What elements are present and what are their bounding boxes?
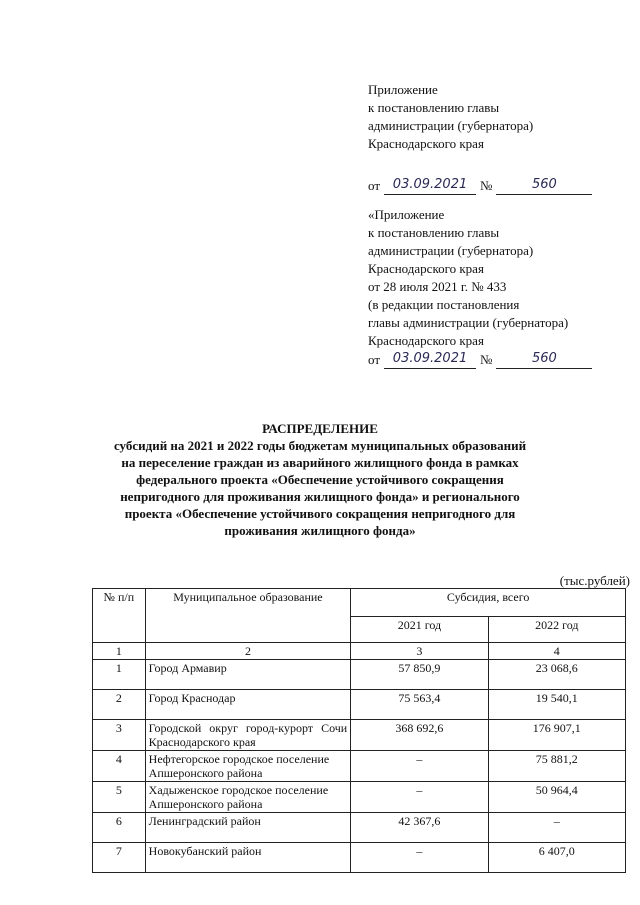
document-title bbox=[90, 420, 550, 539]
subsidy-2021: 42 367,6 bbox=[351, 813, 488, 843]
appendix-line: Приложение bbox=[368, 82, 438, 97]
table-row bbox=[93, 690, 626, 720]
subsidy-2022: 75 881,2 bbox=[488, 751, 625, 782]
subsidy-2021: 57 850,9 bbox=[351, 660, 488, 690]
header-2022: 2022 год bbox=[488, 617, 625, 643]
title-line: непригодного для проживания жилищного фонда» и регионального bbox=[120, 489, 520, 504]
subsidy-2022: 50 964,4 bbox=[488, 782, 625, 813]
units-label: (тыс.рублей) bbox=[559, 573, 630, 588]
subsidy-2021: 368 692,6 bbox=[351, 720, 488, 751]
appendix-date-line bbox=[368, 176, 592, 195]
quoted-line: главы администрации (губернатора) bbox=[368, 315, 569, 330]
handwritten-number: 560 bbox=[496, 350, 592, 369]
municipality-name: Ленинградский район bbox=[145, 813, 351, 843]
title-line: проекта «Обеспечение устойчивого сокращения непригодного для bbox=[124, 506, 516, 521]
appendix-line: администрации (губернатора) bbox=[368, 118, 534, 133]
quoted-line: Краснодарского края bbox=[368, 333, 484, 348]
quoted-line: к постановлению главы bbox=[368, 225, 500, 240]
from-label: от bbox=[368, 178, 381, 193]
row-number: 1 bbox=[93, 660, 146, 690]
row-number: 5 bbox=[93, 782, 146, 813]
column-number-row bbox=[93, 643, 626, 660]
row-number: 3 bbox=[93, 720, 146, 751]
row-number: 6 bbox=[93, 813, 146, 843]
column-number: 4 bbox=[488, 643, 625, 660]
municipality-name: Нефтегорское городское поселение Апшеронского района bbox=[145, 751, 351, 782]
subsidy-2022: 6 407,0 bbox=[488, 843, 625, 873]
header-number: № п/п bbox=[93, 589, 146, 643]
title-line: федерального проекта «Обеспечение устойчивого сокращения bbox=[136, 472, 504, 487]
title-line: проживания жилищного фонда» bbox=[224, 523, 416, 538]
column-number: 3 bbox=[351, 643, 488, 660]
header-municipality: Муниципальное образование bbox=[145, 589, 351, 643]
header-2021: 2021 год bbox=[351, 617, 488, 643]
table-row bbox=[93, 843, 626, 873]
table-row bbox=[93, 720, 626, 751]
quoted-line: администрации (губернатора) bbox=[368, 243, 534, 258]
subsidy-2021: – bbox=[351, 751, 488, 782]
quoted-line: (в редакции постановления bbox=[368, 297, 520, 312]
column-number: 1 bbox=[93, 643, 146, 660]
table-row bbox=[93, 751, 626, 782]
table-row bbox=[93, 660, 626, 690]
subsidy-2022: 19 540,1 bbox=[488, 690, 625, 720]
table-row bbox=[93, 782, 626, 813]
municipality-name: Хадыженское городское поселение Апшеронского района bbox=[145, 782, 351, 813]
subsidy-2021: 75 563,4 bbox=[351, 690, 488, 720]
quoted-line: от 28 июля 2021 г. № 433 bbox=[368, 279, 507, 294]
title-line: на переселение граждан из аварийного жилищного фонда в рамках bbox=[121, 455, 519, 470]
subsidy-table bbox=[92, 588, 626, 873]
number-label: № bbox=[480, 178, 493, 193]
title-line: субсидий на 2021 и 2022 годы бюджетам муниципальных образований bbox=[113, 438, 527, 453]
row-number: 2 bbox=[93, 690, 146, 720]
row-number: 7 bbox=[93, 843, 146, 873]
municipality-name: Город Краснодар bbox=[145, 690, 351, 720]
appendix-line: Краснодарского края bbox=[368, 136, 484, 151]
title-heading: РАСПРЕДЕЛЕНИЕ bbox=[262, 421, 378, 436]
quoted-line: «Приложение bbox=[368, 207, 445, 222]
handwritten-date: 03.09.2021 bbox=[384, 350, 476, 369]
subsidy-2021: – bbox=[351, 843, 488, 873]
municipality-name: Город Армавир bbox=[145, 660, 351, 690]
appendix-block bbox=[368, 81, 592, 195]
table-row bbox=[93, 813, 626, 843]
handwritten-date: 03.09.2021 bbox=[384, 176, 476, 195]
subsidy-2022: 23 068,6 bbox=[488, 660, 625, 690]
subsidy-2022: – bbox=[488, 813, 625, 843]
column-number: 2 bbox=[145, 643, 351, 660]
header-subsidy-total: Субсидия, всего bbox=[351, 589, 626, 617]
subsidy-2022: 176 907,1 bbox=[488, 720, 625, 751]
handwritten-number: 560 bbox=[496, 176, 592, 195]
municipality-name: Городской округ город-курорт Сочи Краснодарского края bbox=[145, 720, 351, 751]
quoted-date-line bbox=[368, 350, 592, 369]
appendix-line: к постановлению главы bbox=[368, 100, 500, 115]
table-header-row bbox=[93, 589, 626, 617]
quoted-line: Краснодарского края bbox=[368, 261, 484, 276]
from-label: от bbox=[368, 352, 381, 367]
subsidy-2021: – bbox=[351, 782, 488, 813]
quoted-appendix-block bbox=[368, 206, 592, 369]
municipality-name: Новокубанский район bbox=[145, 843, 351, 873]
row-number: 4 bbox=[93, 751, 146, 782]
number-label: № bbox=[480, 352, 493, 367]
